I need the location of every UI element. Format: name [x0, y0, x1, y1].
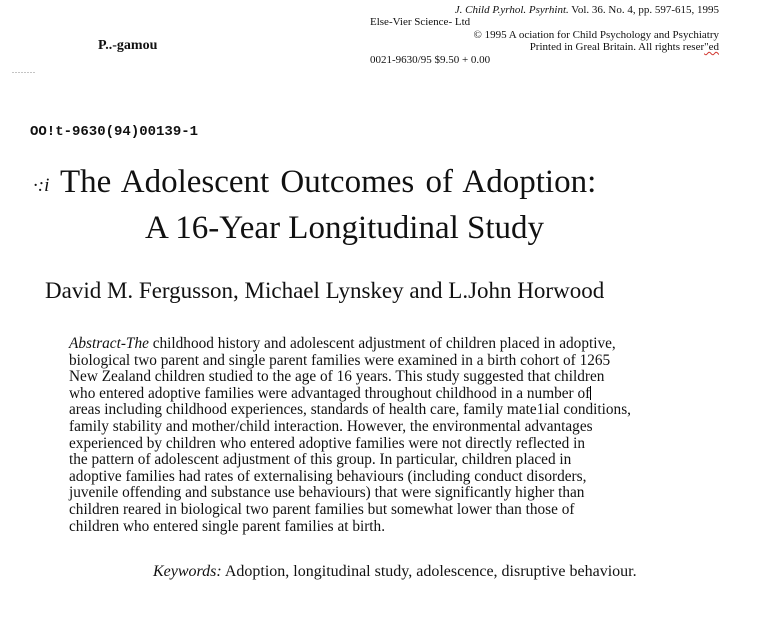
abstract-line: New Zealand children studied to the age of 16 years. This study suggested that children — [69, 368, 605, 386]
abstract-line: biological two parent and single parent families were examined in a birth cohort of 1265 — [69, 351, 611, 369]
abstract-line: who entered adoptive families were advantaged throughout childhood in a number of — [69, 384, 591, 402]
printed-text-flagged: "ed — [704, 41, 719, 53]
abstract-lead: Abstract-The — [69, 335, 149, 352]
text-cursor — [590, 386, 591, 400]
authors: David M. Fergusson, Michael Lynskey and L.John Horwood — [45, 278, 605, 303]
journal-volume-pages: Vol. 36. No. 4, pp. 597-615, 1995 — [568, 4, 719, 16]
journal-abbrev: J. Child P.yrhol. Psyrhint. — [454, 4, 569, 16]
title-line-1: The Adolescent Outcomes of Adoption: — [60, 164, 597, 200]
title-artifact-mark: ·:i — [33, 175, 50, 196]
copyright-line: © 1995 A ociation for Child Psychology and Psychiatry — [473, 29, 719, 41]
printed-line — [530, 41, 719, 53]
dotted-mark: ........ — [12, 66, 36, 75]
abstract-line: the pattern of adolescent adjustment of this group. In particular, children placed in — [69, 451, 572, 469]
printed-text: Printed in Greal Britain. All rights reser — [529, 41, 705, 53]
issn-line: 0021-9630/95 $9.50 + 0.00 — [370, 54, 491, 66]
abstract-line: adoptive families had rates of externalising behaviours (including conduct disorders, — [69, 467, 587, 485]
abstract-line: areas including childhood experiences, standards of health care, family mate1ial conditions, — [69, 401, 631, 419]
abstract-line: Abstract-The childhood history and adolescent adjustment of children placed in adoptive, — [69, 335, 616, 352]
header-left-name: P..-gamou — [98, 38, 158, 53]
abstract-line: children reared in biological two parent families but somewhat lower than those of — [69, 500, 575, 518]
publisher-line: Else-Vier Science- Ltd — [370, 16, 471, 28]
journal-citation — [455, 4, 719, 16]
abstract-line: juvenile offending and substance use behaviours) that were significantly higher than — [69, 484, 585, 502]
keywords-text: Adoption, longitudinal study, adolescence, disruptive behaviour. — [221, 563, 637, 580]
keywords — [153, 563, 637, 581]
doi-line: OO!t-9630(94)00139-1 — [30, 124, 199, 140]
abstract-line: children who entered single parent families at birth. — [69, 517, 386, 535]
title-line-2: A 16-Year Longitudinal Study — [145, 210, 545, 246]
keywords-label: Keywords: — [153, 563, 222, 580]
abstract-line: experienced by children who entered adoptive families were not directly reflected in — [69, 434, 586, 452]
abstract-line: family stability and mother/child interaction. However, the environmental advantages — [69, 417, 593, 435]
abstract — [69, 336, 689, 535]
